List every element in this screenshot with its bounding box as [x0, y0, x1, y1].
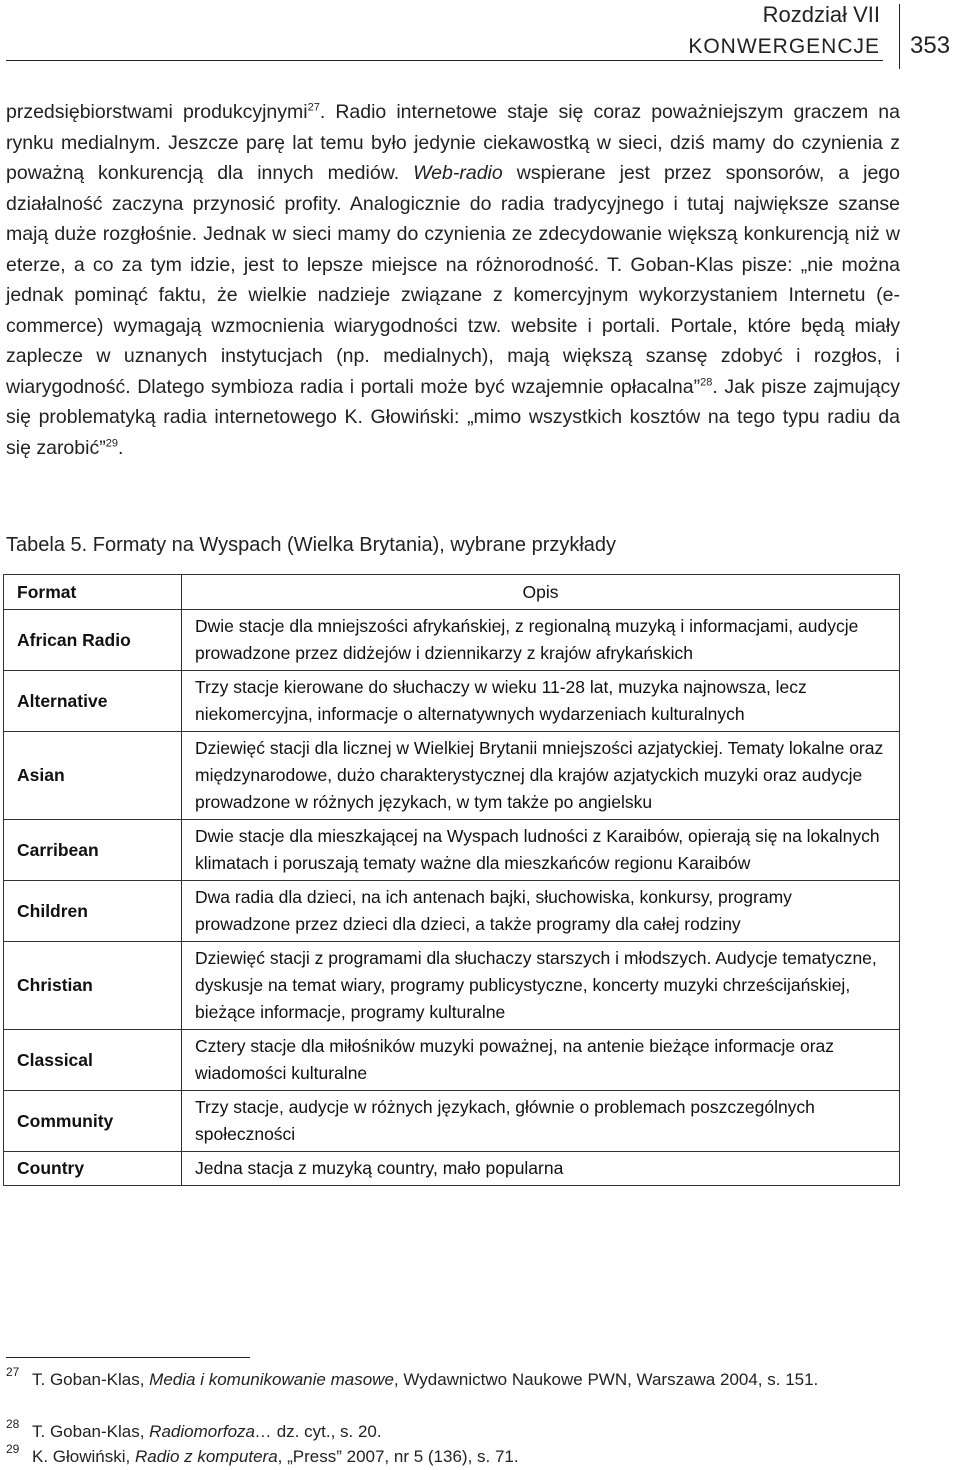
description-cell: Trzy stacje kierowane do słuchaczy w wieku 11-28 lat, muzyka najnowsza, lecz niekomercyjna, informacje o alternatywnych wydarzeniach kulturalnych: [182, 671, 900, 732]
formats-table: [3, 574, 900, 1186]
description-cell: Dziewięć stacji z programami dla słuchaczy starszych i młodszych. Audycje tematyczne, dyskusje na temat wiary, programy publicystyczne, koncerty muzyki chrześcijańskiej, bieżące informacje, programy kulturalne: [182, 942, 900, 1030]
description-cell: Jedna stacja z muzyką country, mało popularna: [182, 1152, 900, 1186]
body-paragraph: [6, 97, 900, 463]
description-cell: Dwa radia dla dzieci, na ich antenach bajki, słuchowiska, konkursy, programy prowadzone przez dzieci dla dzieci, a także programy dla całej rodziny: [182, 881, 900, 942]
footnote-29: [6, 1444, 900, 1470]
body-text-d: wspierane jest przez sponsorów, a jego działalność zaczyna przynosić profity. Analogicznie do radia tradycyjnego i tutaj największe szanse mają duże rozgłośnie. Jednak w sieci mamy do czynienia ze zdecydowanie większą konkurencją niż w eterze, a co za tym idzie, jest to lepsze miejsce na różnorodność. T. Goban-Klas pisze: „nie można jednak pominąć faktu, że wielkie nadzieje związane z komercyjnym wykorzystaniem Internetu (e-commerce) wymagają wzmocnienia wiarygodności tzw. website i portali. Portale, które będą miały zaplecze w uznanych instytucjach (np. medialnych), mają większą szansę zdobyć i rozgłos, i wiarygodność. Dlatego symbioza radia i portali może być wzajemnie opłacalna”: [6, 162, 900, 398]
chapter-title: Rozdział VII: [762, 2, 880, 27]
footnote-author: T. Goban-Klas,: [32, 1370, 150, 1389]
description-cell: Trzy stacje, audycje w różnych językach, głównie o problemach poszczególnych społeczności: [182, 1091, 900, 1152]
header-format: Format: [4, 575, 182, 610]
format-cell: Asian: [4, 732, 182, 820]
table-row: [4, 942, 900, 1030]
footnote-details: , Wydawnictwo Naukowe PWN, Warszawa 2004, s. 151.: [393, 1370, 819, 1389]
description-cell: Dwie stacje dla mniejszości afrykańskiej, z regionalną muzyką i informacjami, audycje prowadzone przez didżejów i dziennikarzy z krajów afrykańskich: [182, 610, 900, 671]
format-cell: Carribean: [4, 820, 182, 881]
table-row: [4, 820, 900, 881]
format-cell: Country: [4, 1152, 182, 1186]
description-cell: Cztery stacje dla miłośników muzyki poważnej, na antenie bieżące informacje oraz wiadomości kulturalne: [182, 1030, 900, 1091]
format-cell: African Radio: [4, 610, 182, 671]
header-vertical-rule: [899, 4, 900, 69]
description-cell: Dwie stacje dla mieszkającej na Wyspach ludności z Karaibów, opierają się na lokalnych klimatach i poruszają tematy ważne dla mieszkańców regionu Karaibów: [182, 820, 900, 881]
footnote-ref-29: 29: [105, 437, 118, 449]
footnote-author: T. Goban-Klas,: [32, 1422, 150, 1441]
table-row: [4, 1091, 900, 1152]
footnote-work-title: Media i komunikowanie masowe: [149, 1370, 394, 1389]
footnote-ref-28: 28: [700, 376, 713, 388]
table-header-row: [4, 575, 900, 610]
body-text-a: przedsiębiorstwami produkcyjnymi: [6, 101, 308, 123]
footnote-28: [6, 1419, 900, 1445]
body-text-f: .: [117, 436, 124, 459]
table-row: [4, 610, 900, 671]
body-text-e: . Jak pisze zajmujący się problematyką radia internetowego K. Głowiński: „mimo wszystkich kosztów na tego typu radiu da się zarobić”: [6, 375, 900, 459]
footnote-work-title: Radio z komputera: [134, 1447, 278, 1466]
format-cell: Community: [4, 1091, 182, 1152]
body-text-web-radio: Web-radio: [413, 162, 503, 184]
footnote-number: 29: [6, 1442, 20, 1456]
format-cell: Christian: [4, 942, 182, 1030]
table-row: [4, 671, 900, 732]
table-row: [4, 732, 900, 820]
footnote-details: , „Press” 2007, nr 5 (136), s. 71.: [277, 1447, 519, 1466]
footnote-author: K. Głowiński,: [32, 1447, 135, 1466]
section-title: KONWERGENCJE: [688, 35, 880, 58]
footnote-rule: [6, 1357, 250, 1358]
footnote-details: dz. cyt., s. 20.: [272, 1422, 382, 1441]
table-caption: Tabela 5. Formaty na Wyspach (Wielka Brytania), wybrane przykłady: [6, 534, 617, 556]
format-cell: Classical: [4, 1030, 182, 1091]
header-rule: [6, 60, 883, 61]
footnote-ref-27: 27: [307, 101, 320, 114]
table-row: [4, 881, 900, 942]
footnote-work-title: Radiomorfoza…: [149, 1422, 272, 1441]
header-opis: Opis: [182, 575, 900, 610]
body-text-b: . Radio internetowe staje się coraz poważniejszym graczem na rynku medialnym. Jeszcze parę lat temu było jedynie ciekawostką w sieci, dziś mamy do czynienia z poważną konkurencją dla innych mediów.: [6, 101, 900, 184]
footnote-27: [6, 1367, 900, 1393]
table-row: [4, 1152, 900, 1186]
format-cell: Alternative: [4, 671, 182, 732]
page-number: 353: [910, 32, 951, 59]
description-cell: Dziewięć stacji dla licznej w Wielkiej Brytanii mniejszości azjatyckiej. Tematy lokalne oraz międzynarodowe, dużo charakterystycznej dla krajów azjatyckich muzyki oraz audycje prowadzone w różnych językach, w tym także po angielsku: [182, 732, 900, 820]
table-row: [4, 1030, 900, 1091]
footnote-number: 27: [6, 1365, 20, 1379]
format-cell: Children: [4, 881, 182, 942]
footnote-number: 28: [6, 1417, 20, 1431]
